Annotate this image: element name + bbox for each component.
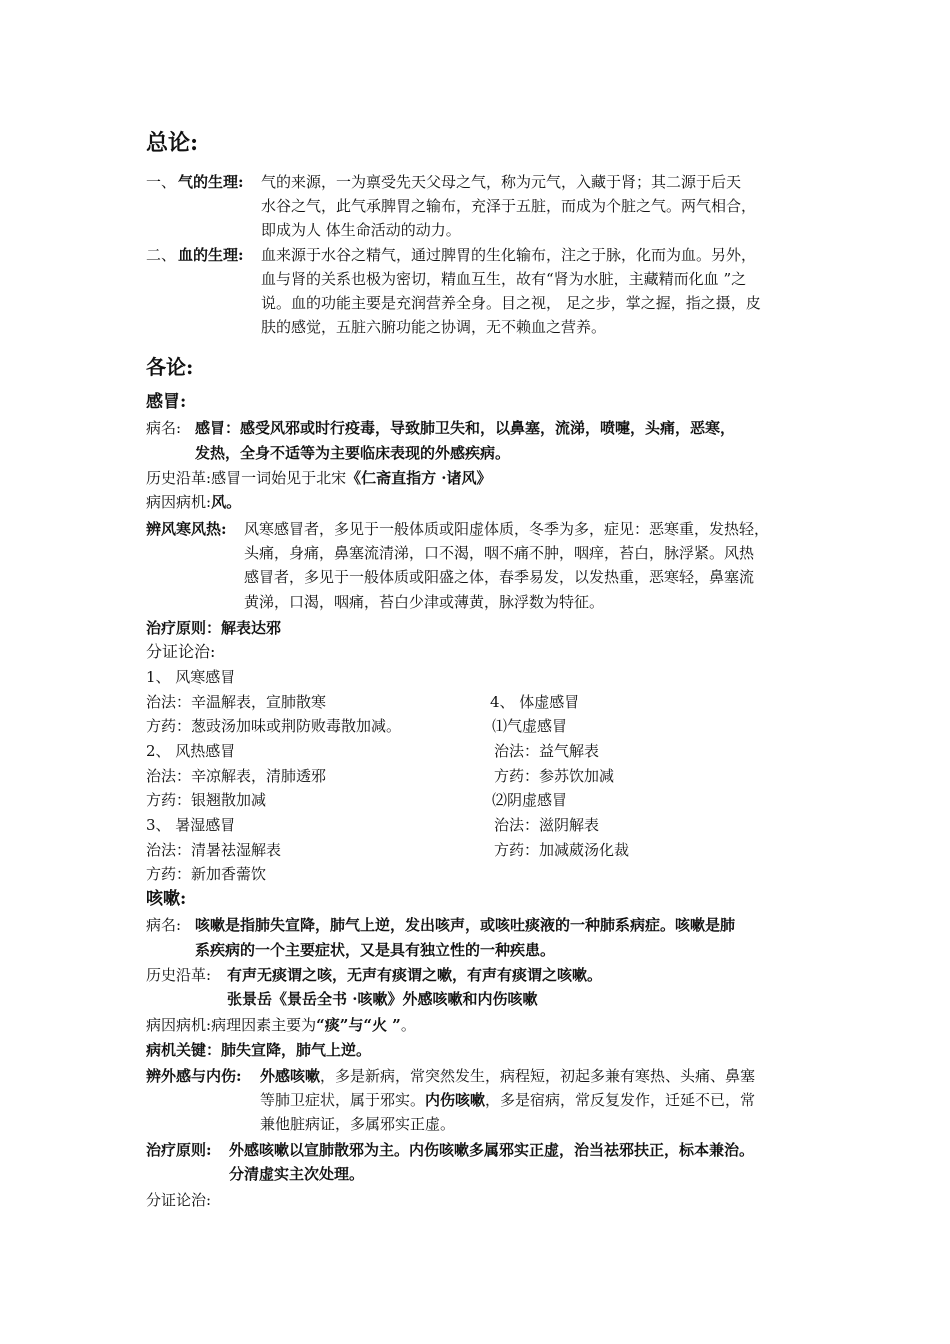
cough-diff-line-3: 兼他脏病证，多属邪实正虚。	[260, 1115, 456, 1133]
cough-syndrome-label: 分证论治:	[146, 1191, 212, 1209]
cough-cause	[146, 1013, 416, 1037]
blood-line-4: 肤的感觉，五脏六腑功能之协调，无不赖血之营养。	[261, 318, 607, 336]
cold-cause-text: 风。	[211, 493, 242, 511]
cold-history	[146, 466, 492, 490]
cough-title: 咳嗽:	[146, 889, 187, 909]
cough-history-label: 历史沿革:	[146, 966, 212, 984]
qi-line-2: 水谷之气，此气承脾胃之输布，充泽于五脏，而成为个脏之气。两气相合，	[261, 197, 757, 215]
cold-cause	[146, 490, 241, 514]
cold-diff-line-4: 黄涕，口渴，咽痛，苔白少津或薄黄，脉浮数为特征。	[244, 593, 605, 611]
cold-diff-line-2: 头痛，身痛，鼻塞流清涕，口不渴，咽不痛不肿，咽痒，苔白，脉浮紧。风热	[244, 544, 755, 562]
cough-diff-ext-text: ，多是新病，常突然发生，病程短，初起多兼有寒热、头痛、鼻塞	[320, 1067, 756, 1085]
cold-principle: 治疗原则：解表达邪	[146, 619, 282, 637]
cold-left-9: 方药：新加香薷饮	[146, 865, 267, 883]
cold-diff-line-1: 风寒感冒者，多见于一般体质或阳虚体质，冬季为多，症见：恶寒重，发热轻，	[244, 520, 770, 538]
cough-diff-line2a: 等肺卫症状，属于邪实。	[260, 1091, 426, 1109]
cough-cause-text: 病理因素主要为	[211, 1016, 317, 1034]
qi-line-1: 气的来源，一为禀受先天父母之气，称为元气，入藏于肾；其二源于后天	[261, 173, 742, 191]
cough-cause-label: 病因病机:	[146, 1016, 212, 1034]
cold-right-1: 4、 体虚感冒	[490, 693, 580, 711]
cold-right-5: ⑵阴虚感冒	[492, 791, 568, 809]
cold-history-text: 感冒一词始见于北宋	[211, 469, 347, 487]
cold-right-2: ⑴气虚感冒	[492, 717, 568, 735]
cold-name-line-1: 感冒：感受风邪或时行疫毒，导致肺卫失和，以鼻塞，流涕，喷嚏，头痛，恶寒，	[195, 419, 736, 437]
cough-cause-bold: “痰”与“火 ”	[316, 1016, 401, 1034]
cough-principle-label: 治疗原则:	[146, 1141, 212, 1159]
cold-right-3: 治法：益气解表	[494, 742, 600, 760]
cold-left-5: 治法：辛凉解表，清肺透邪	[146, 767, 327, 785]
cold-diff-label: 辨风寒风热:	[146, 520, 227, 538]
cough-diff-line-2	[260, 1088, 755, 1112]
cold-history-book: 《仁斋直指方 ·诸风》	[346, 469, 492, 487]
cold-name-line-2: 发热，全身不适等为主要临床表现的外感疾病。	[195, 444, 511, 462]
cold-left-1: 1、 风寒感冒	[146, 668, 236, 686]
blood-line-2: 血与肾的关系也极为密切，精血互生，故有“肾为水脏，主藏精而化血 ”之	[261, 270, 747, 288]
cold-left-3: 方药：葱豉汤加味或荆防败毒散加减。	[146, 717, 402, 735]
cough-cause-end: 。	[400, 1016, 416, 1034]
blood-line-3: 说。血的功能主要是充润营养全身。目之视， 足之步，掌之握，指之摄，皮	[261, 294, 761, 312]
cough-history-line-2: 张景岳《景岳全书 ·咳嗽》外感咳嗽和内伤咳嗽	[227, 990, 538, 1008]
cough-diff-int: 内伤咳嗽	[425, 1091, 486, 1109]
cold-left-8: 治法：清暑祛湿解表	[146, 841, 282, 859]
cough-name-line-1: 咳嗽是指肺失宣降，肺气上逆，发出咳声，或咳吐痰液的一种肺系病症。咳嗽是肺	[195, 916, 736, 934]
cough-diff-int-text: ，多是宿病，常反复发作，迁延不已，常	[485, 1091, 756, 1109]
cold-left-4: 2、 风热感冒	[146, 742, 236, 760]
blood-line-1: 血来源于水谷之精气，通过脾胃的生化输布，注之于脉，化而为血。另外，	[261, 246, 757, 264]
cough-key: 病机关键：肺失宣降，肺气上逆。	[146, 1041, 372, 1059]
cold-title: 感冒:	[146, 392, 187, 412]
cough-principle-line-1: 外感咳嗽以宣肺散邪为主。内伤咳嗽多属邪实正虚，治当祛邪扶正，标本兼治。	[229, 1141, 755, 1159]
cold-diff-line-3: 感冒者，多见于一般体质或阳盛之体，春季易发，以发热重，恶寒轻，鼻塞流	[244, 568, 755, 586]
cough-principle-line-2: 分清虚实主次处理。	[229, 1165, 365, 1183]
general-heading: 总论:	[146, 130, 199, 156]
qi-line-3: 即成为人 体生命活动的动力。	[261, 221, 461, 239]
cold-left-2: 治法：辛温解表，宣肺散寒	[146, 693, 327, 711]
cold-cause-label: 病因病机:	[146, 493, 212, 511]
cough-history-line-1: 有声无痰谓之咳，无声有痰谓之嗽，有声有痰谓之咳嗽。	[227, 966, 603, 984]
cold-right-7: 方药：加减葳汤化裁	[494, 841, 630, 859]
blood-number: 二、	[146, 246, 177, 264]
cough-name-label: 病名:	[146, 916, 182, 934]
cough-diff-line-1	[260, 1064, 755, 1088]
cold-left-7: 3、 暑湿感冒	[146, 816, 236, 834]
cough-name-line-2: 系疾病的一个主要症状，又是具有独立性的一种疾患。	[195, 941, 556, 959]
qi-label: 气的生理:	[178, 173, 244, 191]
cold-syndrome-label: 分证论治:	[146, 642, 216, 661]
blood-label: 血的生理:	[178, 246, 244, 264]
cold-name-label: 病名:	[146, 419, 182, 437]
cough-diff-label: 辨外感与内伤:	[146, 1067, 242, 1085]
cold-left-6: 方药：银翘散加减	[146, 791, 267, 809]
cold-right-4: 方药：参苏饮加减	[494, 767, 615, 785]
qi-number: 一、	[146, 173, 177, 191]
cough-diff-ext: 外感咳嗽	[260, 1067, 321, 1085]
cold-right-6: 治法：滋阴解表	[494, 816, 600, 834]
cold-history-label: 历史沿革:	[146, 469, 212, 487]
specific-heading: 各论:	[146, 355, 194, 379]
